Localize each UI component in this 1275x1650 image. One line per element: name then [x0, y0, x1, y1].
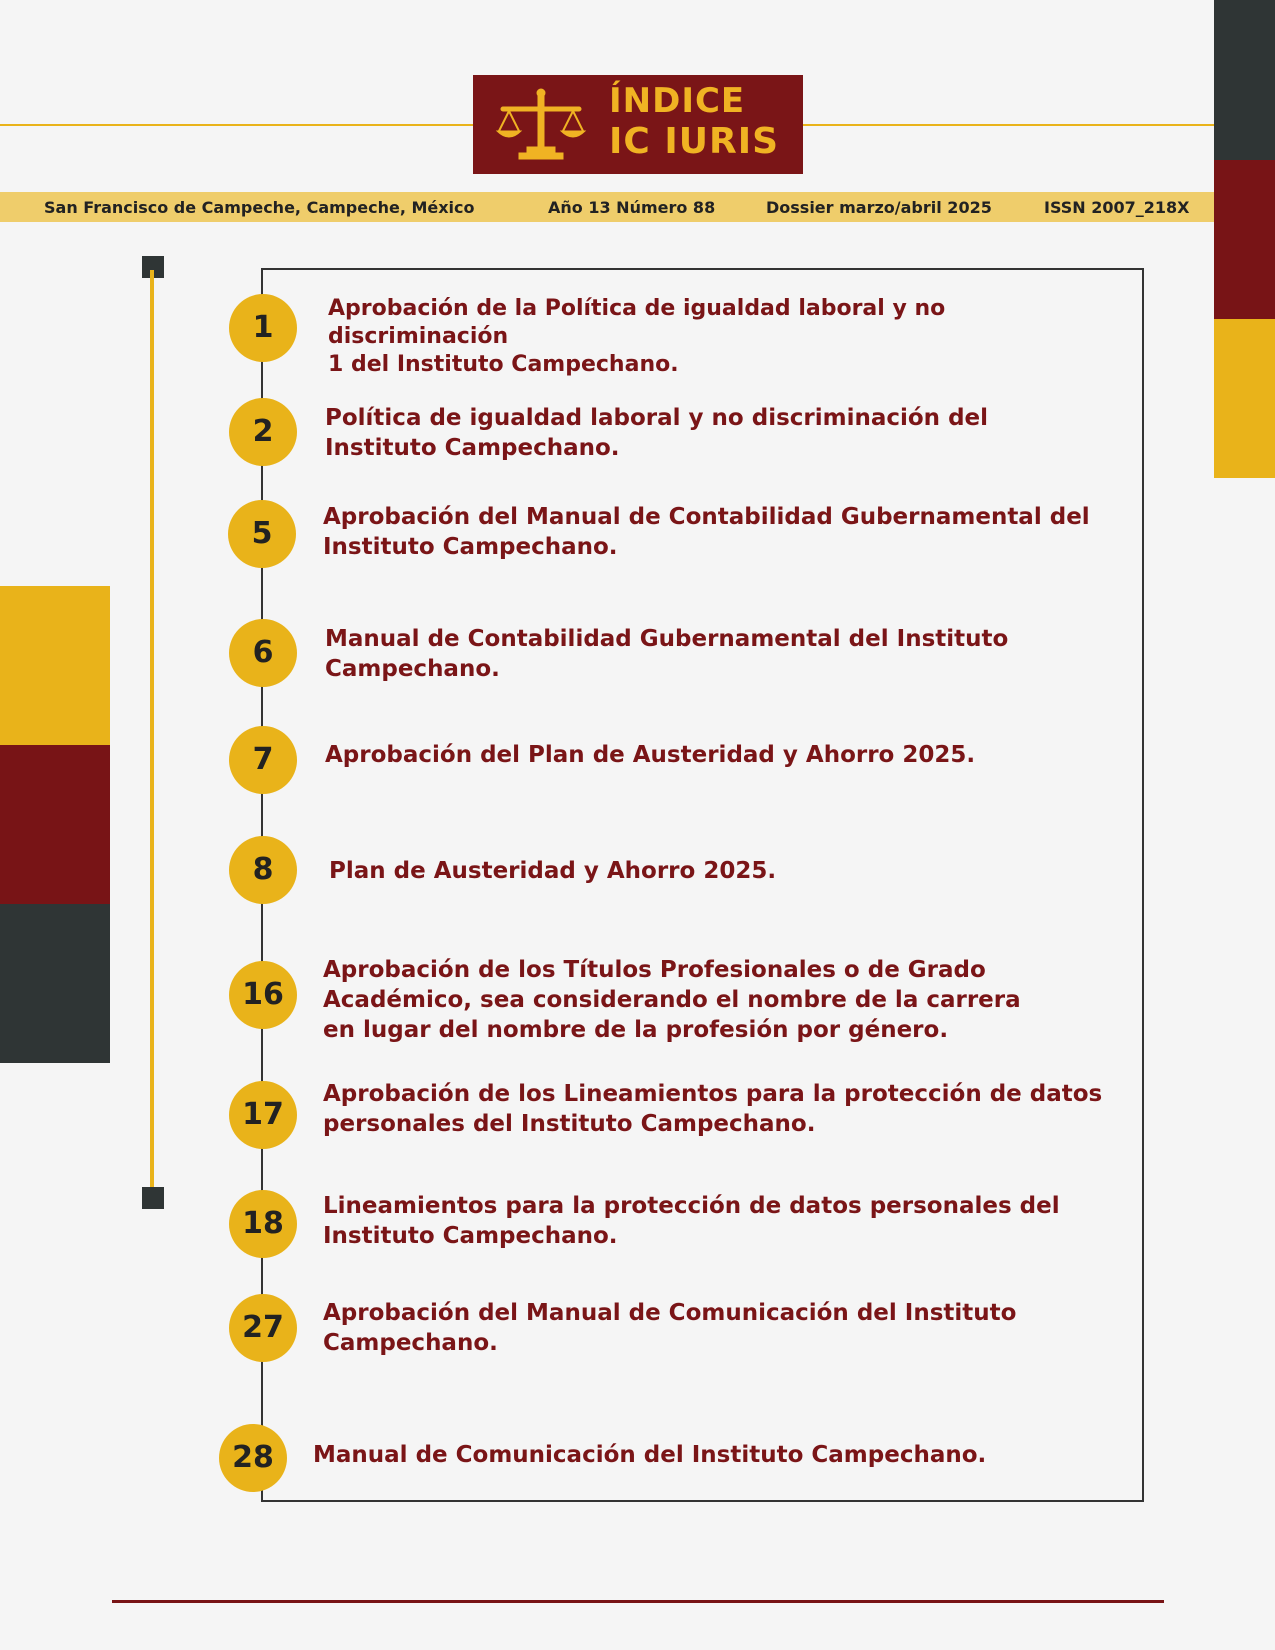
page-number-badge: 8	[229, 836, 297, 904]
page-number-badge: 2	[229, 398, 297, 466]
logo-title-line2: IC IURIS	[609, 121, 780, 162]
issue-text: Año 13 Número 88	[548, 198, 716, 217]
logo-title-line1: ÍNDICE	[609, 81, 746, 121]
page-number-badge: 28	[219, 1424, 287, 1492]
toc-item-title: Manual de Contabilidad Gubernamental del Instituto Campechano.	[325, 626, 1009, 682]
page-number-badge: 16	[229, 961, 297, 1029]
right-stripe-dark	[1214, 0, 1275, 160]
page-number-badge: 18	[229, 1190, 297, 1258]
page-number-badge: 1	[229, 294, 297, 362]
toc-item-title: Aprobación del Plan de Austeridad y Ahorro 2025.	[325, 742, 976, 768]
right-stripe-gold	[1214, 319, 1275, 478]
logo	[473, 75, 803, 174]
toc-item-title: Aprobación de los Títulos Profesionales o de Grado Académico, sea considerando el nombre de la carrera en lugar del nombre de la profesión por género.	[323, 957, 1021, 1043]
timeline-line	[150, 270, 154, 1194]
left-stripe-red	[0, 745, 110, 904]
page-number-badge: 17	[229, 1081, 297, 1149]
toc-item-title: Lineamientos para la protección de datos personales del Instituto Campechano.	[323, 1193, 1060, 1249]
page-number-badge: 27	[229, 1294, 297, 1362]
footer-rule	[112, 1600, 1164, 1603]
dossier-text: Dossier marzo/abril 2025	[766, 198, 992, 217]
location-text: San Francisco de Campeche, Campeche, México	[44, 198, 475, 217]
toc-item-title: Aprobación del Manual de Comunicación del Instituto Campechano.	[323, 1300, 1017, 1356]
page-number-badge: 5	[228, 500, 296, 568]
page-number-badge: 7	[229, 726, 297, 794]
toc-item-title: Plan de Austeridad y Ahorro 2025.	[329, 858, 777, 884]
toc-item-title: Aprobación de la Política de igualdad laboral y no discriminación 1 del Instituto Campechano.	[328, 296, 946, 377]
issn-text: ISSN 2007_218X	[1044, 198, 1190, 217]
toc-item-title: Aprobación del Manual de Contabilidad Gubernamental del Instituto Campechano.	[323, 504, 1090, 560]
info-bar	[0, 192, 1214, 222]
scales-of-justice-icon	[493, 85, 589, 165]
left-stripe-dark	[0, 904, 110, 1063]
timeline-bottom-marker	[142, 1187, 164, 1209]
left-stripe-gold	[0, 586, 110, 745]
toc-item-title: Política de igualdad laboral y no discriminación del Instituto Campechano.	[325, 405, 989, 461]
toc-item-title: Aprobación de los Lineamientos para la protección de datos personales del Instituto Campechano.	[323, 1081, 1103, 1137]
toc-item-title: Manual de Comunicación del Instituto Campechano.	[313, 1442, 987, 1468]
right-stripe-red	[1214, 160, 1275, 319]
page-number-badge: 6	[229, 619, 297, 687]
